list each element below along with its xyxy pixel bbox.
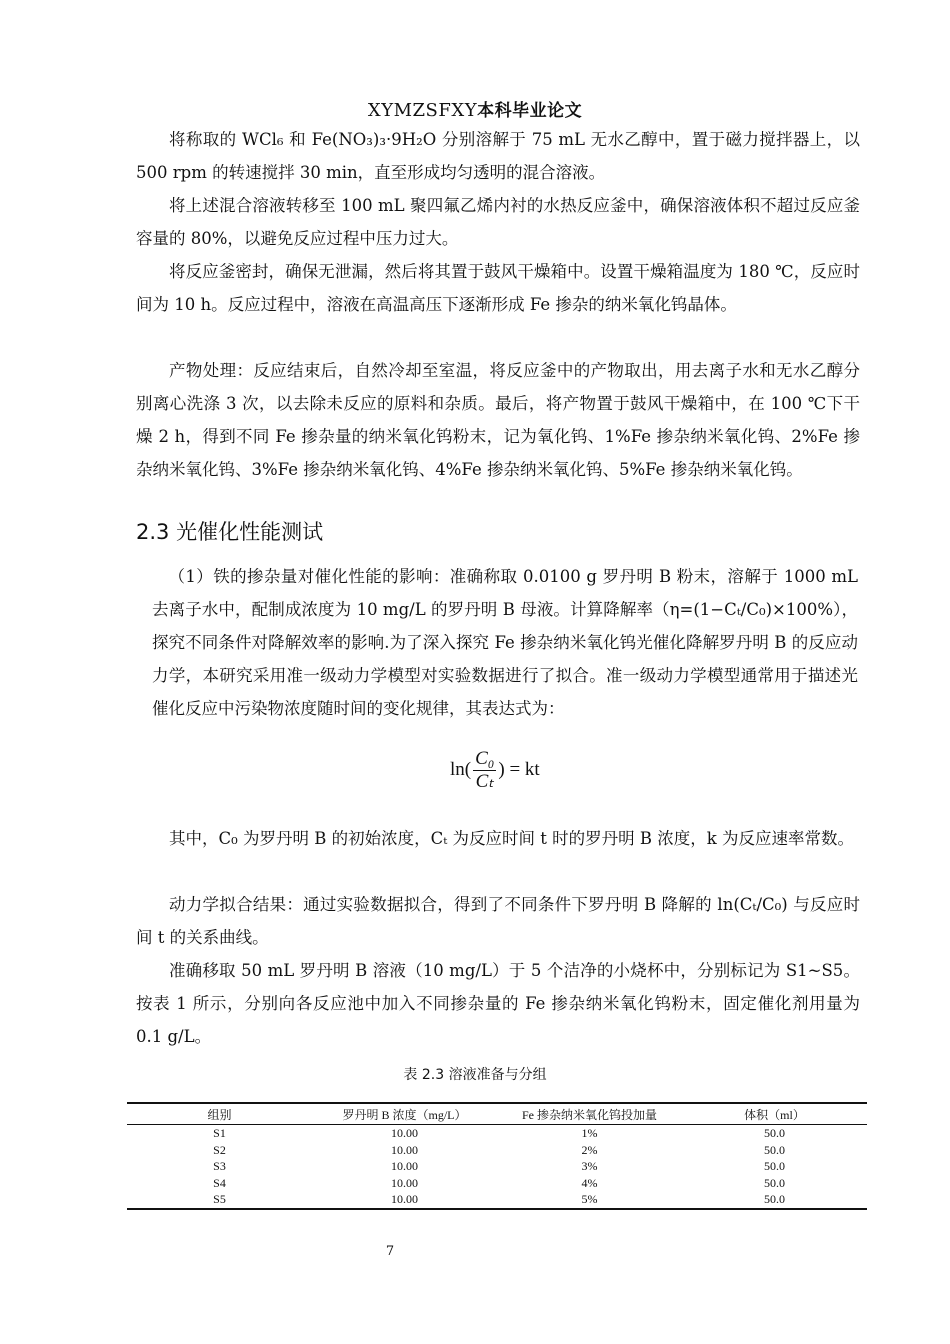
paragraph-2 xyxy=(136,189,860,255)
table-caption: 表 2.3 溶液准备与分组 xyxy=(403,1067,547,1083)
col-header-dosage: Fe 掺杂纳米氧化钨投加量 xyxy=(521,1107,657,1122)
equation-rhs: ) = kt xyxy=(498,758,540,780)
paragraph-4 xyxy=(136,354,860,486)
paragraph-4-text: 产物处理：反应结束后，自然冷却至室温，将反应釜中的产物取出，用去离子水和无水乙醇分别离心洗涤 3 次，以去除未反应的原料和杂质。最后，将产物置于鼓风干燥箱中，在 100 ℃下干燥 2 h，得到不同 Fe 掺杂量的纳米氧化钨粉末，记为氧化钨、1%Fe 掺杂纳米氧化钨、2%Fe 掺杂纳米氧化钨、3%Fe 掺杂纳米氧化钨、4%Fe 掺杂纳米氧化钨、5%Fe 掺杂纳米氧化钨。 xyxy=(136,361,860,479)
table-cell: 50.0 xyxy=(764,1159,785,1174)
table-cell: 5% xyxy=(581,1192,598,1207)
table-cell: 4% xyxy=(581,1175,598,1190)
table-cell: 2% xyxy=(581,1142,598,1157)
table-row xyxy=(127,1125,867,1142)
paragraph-7-text: 动力学拟合结果：通过实验数据拟合，得到了不同条件下罗丹明 B 降解的 ln(Cₜ/C₀) 与反应时间 t 的关系曲线。 xyxy=(136,895,860,947)
equation-fraction xyxy=(473,748,496,793)
paragraph-1-text: 将称取的 WCl₆ 和 Fe(NO₃)₃·9H₂O 分别溶解于 75 mL 无水乙醇中，置于磁力搅拌器上，以 500 rpm 的转速搅拌 30 min，直至形成均匀透明的混合溶液。 xyxy=(136,130,860,182)
header-latin: XYMZSFXY xyxy=(367,100,478,121)
table-row xyxy=(127,1175,867,1192)
kinetics-equation xyxy=(450,748,540,793)
table-row xyxy=(127,1191,867,1209)
table-cell: 50.0 xyxy=(764,1142,785,1157)
table-cell: 10.00 xyxy=(391,1192,418,1207)
table-cell: S4 xyxy=(213,1175,226,1190)
equation-ln: ln( xyxy=(450,758,472,780)
equation-numerator: C₀ xyxy=(475,748,495,769)
header-title: 本科毕业论文 xyxy=(477,101,583,121)
table-cell: 3% xyxy=(581,1159,598,1174)
col-header-volume: 体积（ml） xyxy=(744,1107,805,1122)
table-cell: S5 xyxy=(213,1192,226,1207)
table-row xyxy=(127,1142,867,1159)
paragraph-3 xyxy=(136,255,860,321)
table-header-row xyxy=(127,1103,867,1125)
table-cell: 10.00 xyxy=(391,1175,418,1190)
paragraph-3-text: 将反应釜密封，确保无泄漏，然后将其置于鼓风干燥箱中。设置干燥箱温度为 180 ℃，反应时间为 10 h。反应过程中，溶液在高温高压下逐渐形成 Fe 掺杂的纳米氧化钨晶体。 xyxy=(136,262,860,314)
paragraph-8-text: 准确移取 50 mL 罗丹明 B 溶液（10 mg/L）于 5 个洁净的小烧杯中，分别标记为 S1~S5。按表 1 所示，分别向各反应池中加入不同掺杂量的 Fe 掺杂纳米氧化钨粉末，固定催化剂用量为 0.1 g/L。 xyxy=(136,961,860,1046)
paragraph-5-text: （1）铁的掺杂量对催化性能的影响：准确称取 0.0100 g 罗丹明 B 粉末，溶解于 1000 mL 去离子水中，配制成浓度为 10 mg/L 的罗丹明 B 母液。计算降解率（η=(1−Cₜ/C₀)×100%），探究不同条件对降解效率的影响.为了深入探究 Fe 掺杂纳米氧化钨光催化降解罗丹明 B 的反应动力学，本研究采用准一级动力学模型对实验数据进行了拟合。准一级动力学模型通常用于描述光催化反应中污染物浓度随时间的变化规律，其表达式为： xyxy=(152,567,858,718)
table-cell: 50.0 xyxy=(764,1175,785,1190)
col-header-group: 组别 xyxy=(207,1107,232,1122)
table-cell: 50.0 xyxy=(764,1192,785,1207)
solution-group-table xyxy=(127,1102,867,1210)
paragraph-7 xyxy=(136,888,860,954)
paragraph-1 xyxy=(136,123,860,189)
col-header-concentration: 罗丹明 B 浓度（mg/L） xyxy=(342,1107,467,1122)
page-header xyxy=(0,96,950,121)
table-cell: 50.0 xyxy=(764,1126,785,1141)
table-cell: S2 xyxy=(213,1142,226,1157)
equation-denominator: Cₜ xyxy=(475,771,494,792)
table-cell: S3 xyxy=(213,1159,226,1174)
table-cell: 10.00 xyxy=(391,1142,418,1157)
table-row xyxy=(127,1158,867,1175)
table-cell: S1 xyxy=(213,1126,226,1141)
paragraph-8 xyxy=(136,954,860,1053)
table-cell: 1% xyxy=(581,1126,598,1141)
paragraph-5 xyxy=(152,560,858,725)
table-cell: 10.00 xyxy=(391,1126,418,1141)
paragraph-6 xyxy=(136,822,860,855)
table-cell: 10.00 xyxy=(391,1159,418,1174)
paragraph-2-text: 将上述混合溶液转移至 100 mL 聚四氟乙烯内衬的水热反应釜中，确保溶液体积不超过反应釜容量的 80%，以避免反应过程中压力过大。 xyxy=(136,196,860,248)
section-heading: 2.3 光催化性能测试 xyxy=(136,520,324,544)
page-number: 7 xyxy=(385,1244,395,1259)
paragraph-6-text: 其中，C₀ 为罗丹明 B 的初始浓度，Cₜ 为反应时间 t 时的罗丹明 B 浓度，k 为反应速率常数。 xyxy=(169,829,855,848)
